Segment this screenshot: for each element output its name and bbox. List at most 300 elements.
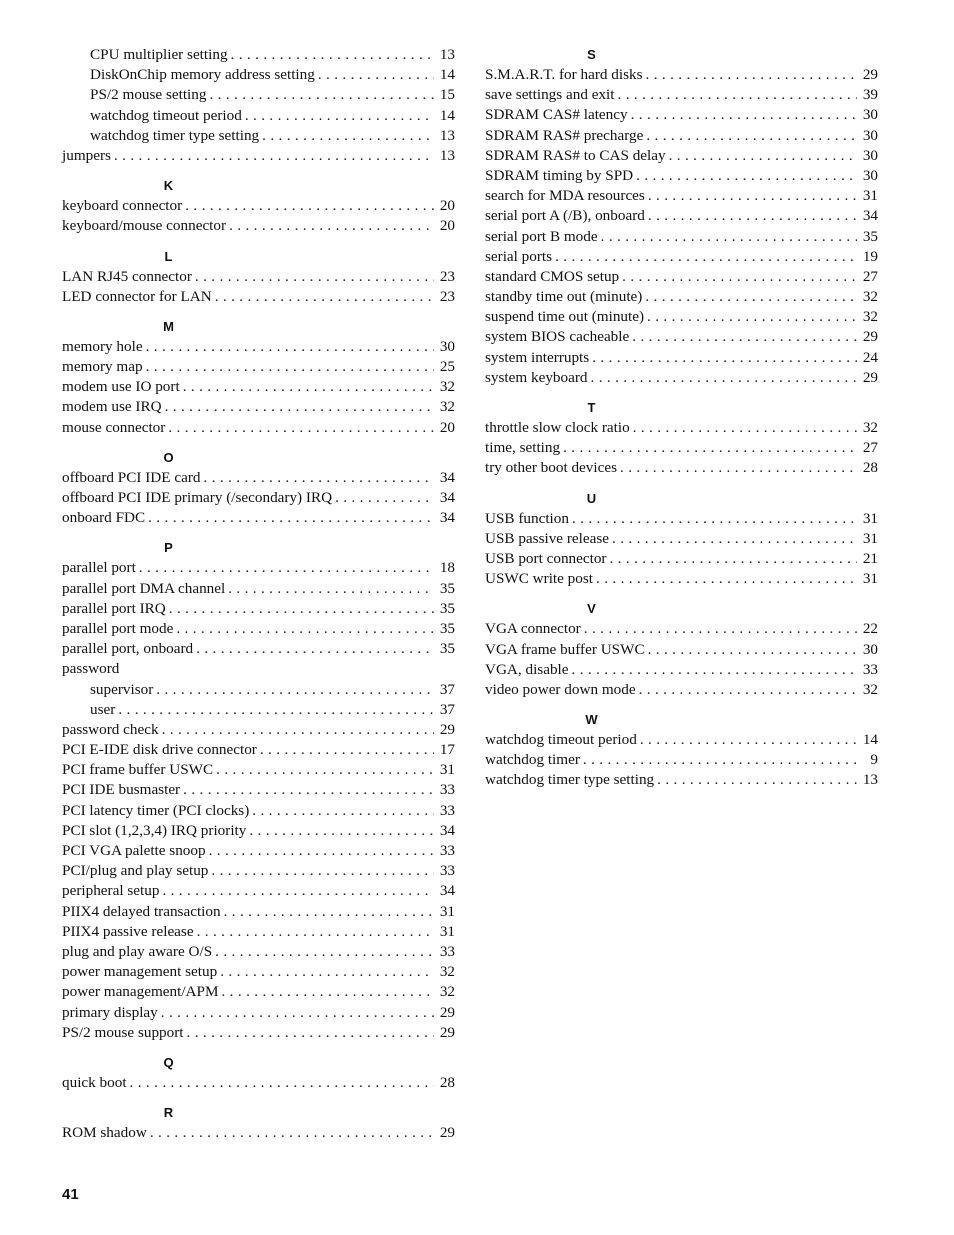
index-term: parallel port IRQ [62,599,166,617]
index-letter-heading: L [164,248,173,264]
index-entry [62,508,455,528]
index-entry [485,680,878,700]
index-term: S.M.A.R.T. for hard disks [485,66,643,83]
dot-leader [245,106,434,126]
dot-leader [612,529,857,549]
index-term: PCI slot (1,2,3,4) IRQ priority [62,821,247,839]
index-page-ref: 29 [439,1124,455,1142]
index-entry [485,660,878,680]
index-letter-heading: M [163,318,174,334]
index-letter-heading: P [164,540,173,556]
index-entry [485,307,878,327]
index-entry [62,1003,455,1023]
index-letter-heading: T [587,400,596,415]
index-term: time, setting [485,439,561,457]
index-page-ref: 32 [439,378,455,396]
index-page-ref: 29 [862,66,878,83]
index-entry [62,45,455,65]
dot-leader [572,660,857,680]
index-letter-heading: U [586,490,597,506]
dot-leader [162,881,433,901]
dot-leader [633,418,857,438]
index-term: VGA, disable [485,660,569,678]
index-term: CPU multiplier setting [90,46,228,63]
index-entry [485,126,878,146]
index-term: PCI VGA palette snoop [62,842,206,859]
index-term: watchdog timeout period [485,731,637,749]
dot-leader [620,458,857,478]
index-term: memory map [62,358,143,376]
index-page-ref: 24 [862,348,878,366]
index-page-ref: 30 [439,337,455,355]
dot-leader [220,962,434,982]
index-page-ref: 34 [439,882,455,900]
index-page-ref: 34 [439,509,455,527]
index-entry [485,65,878,85]
index-term: PCI E-IDE disk drive connector [62,741,257,759]
dot-leader [114,146,434,166]
dot-leader [646,65,857,85]
index-entry [62,599,455,619]
index-page-ref: 21 [862,549,878,567]
index-page-ref: 27 [862,439,878,457]
index-page-ref: 33 [439,942,455,960]
index-term: SDRAM RAS# precharge [485,126,644,144]
dot-leader [631,105,857,125]
index-entry [62,619,455,639]
index-page-ref: 31 [862,509,878,527]
index-page-ref: 29 [439,1003,455,1021]
index-term: DiskOnChip memory address setting [90,66,315,84]
index-page-ref: 17 [439,741,455,759]
index-page-ref: 34 [439,468,455,486]
index-page-ref: 32 [439,983,455,1001]
index-term: VGA connector [485,620,581,638]
index-entry [485,146,878,166]
index-term: memory hole [62,337,143,355]
dot-leader [636,166,857,186]
index-page-ref: 23 [439,267,455,285]
index-page-ref: 33 [439,842,455,859]
index-page-ref: 35 [862,227,878,245]
index-term: throttle slow clock ratio [485,419,630,436]
dot-leader [150,1123,434,1143]
index-entry [485,368,878,388]
index-entry [62,659,455,679]
index-term: user [90,700,116,718]
index-page-ref: 33 [439,862,455,880]
dot-leader [563,438,857,458]
index-term: serial port B mode [485,227,598,245]
index-page-ref: 31 [862,570,878,588]
dot-leader [169,599,434,619]
index-page-ref: 27 [862,267,878,285]
dot-leader [648,206,857,226]
index-entry [62,579,455,599]
index-page-ref: 13 [439,46,455,63]
dot-leader [187,1023,434,1043]
index-entry [62,1023,455,1043]
index-term: PS/2 mouse support [62,1023,184,1041]
index-page-ref: 32 [439,398,455,416]
index-term: PCI IDE busmaster [62,781,181,799]
index-page-ref: 20 [439,418,455,436]
index-page-ref: 33 [439,801,455,819]
index-entry [485,327,878,347]
index-term: USWC write post [485,570,593,588]
index-page-ref: 25 [439,358,455,376]
dot-leader [601,227,857,247]
index-term: SDRAM timing by SPD [485,166,634,184]
dot-leader [262,126,434,146]
index-entry [62,821,455,841]
dot-leader [640,730,857,750]
dot-leader [669,146,857,166]
index-page-ref: 29 [439,1023,455,1041]
index-page-ref: 30 [862,126,878,144]
index-term: password check [62,720,159,738]
dot-leader [215,287,434,307]
dot-leader [618,85,857,105]
index-entry [485,549,878,569]
index-entry [62,196,455,216]
dot-leader [130,1073,434,1093]
dot-leader [195,267,434,287]
index-term: jumpers [62,146,111,164]
index-page-ref: 28 [862,459,878,477]
index-term: plug and play aware O/S [62,942,213,960]
index-term: peripheral setup [62,882,160,900]
index-page-ref: 37 [439,680,455,698]
dot-leader [209,841,434,861]
dot-leader [221,982,433,1002]
index-term: watchdog timer [485,751,580,769]
dot-leader [249,821,433,841]
index-entry [62,801,455,821]
index-page-ref: 33 [862,660,878,678]
dot-leader [203,468,433,488]
index-page-ref: 33 [439,781,455,799]
index-page-ref: 13 [439,126,455,144]
dot-leader [648,640,857,660]
index-entry [485,105,878,125]
index-entry [62,881,455,901]
dot-leader [209,85,433,105]
index-term: watchdog timer type setting [485,771,655,789]
index-entry [485,247,878,267]
index-entry [62,1073,455,1093]
index-letter-heading: V [587,601,596,617]
dot-leader [639,680,857,700]
index-page-ref: 32 [862,288,878,306]
index-entry [62,267,455,287]
index-entry [62,216,455,236]
index-entry [485,619,878,639]
index-entry [62,377,455,397]
dot-leader [229,216,434,236]
index-entry [62,1123,455,1143]
dot-leader [139,558,434,578]
index-page-ref: 31 [862,187,878,205]
dot-leader [583,750,858,770]
dot-leader [183,377,434,397]
index-entry [62,106,455,126]
index-term: keyboard/mouse connector [62,217,227,235]
index-entry [62,841,455,861]
index-page-ref: 20 [439,217,455,235]
index-term: parallel port mode [62,619,174,637]
index-page-ref: 39 [862,86,878,104]
index-page-ref: 35 [439,599,455,617]
index-term: try other boot devices [485,459,618,477]
index-page-ref: 30 [862,146,878,164]
index-entry [62,65,455,85]
index-term: mouse connector [62,418,166,436]
index-entry [485,770,878,790]
index-entry [62,558,455,578]
index-page-ref: 28 [439,1073,455,1091]
index-page-ref: 32 [439,963,455,981]
index-page-ref: 29 [862,328,878,346]
dot-leader [211,861,433,881]
index-entry [62,287,455,307]
index-term: power management/APM [62,983,219,1001]
index-term: suspend time out (minute) [485,308,645,326]
index-page-ref: 34 [439,489,455,506]
index-column-left [62,45,455,1143]
index-page-ref: 35 [439,619,455,637]
index-term: PIIX4 passive release [62,922,194,940]
index-term: system keyboard [485,368,588,386]
index-term: SDRAM CAS# latency [485,106,628,124]
index-entry [485,458,878,478]
index-entry [485,750,878,770]
dot-leader [183,780,434,800]
index-page-ref: 29 [862,368,878,386]
index-entry [485,529,878,549]
index-term: power management setup [62,963,218,981]
index-letter-heading: Q [163,1054,174,1070]
index-page-ref: 35 [439,579,455,597]
index-page-ref: 14 [439,66,455,84]
index-page-ref: 18 [439,559,455,577]
index-page-ref: 31 [439,761,455,779]
index-entry [62,760,455,780]
index-page-ref: 19 [862,247,878,265]
dot-leader [176,619,433,639]
index-page-ref: 13 [862,771,878,789]
index-page-ref: 31 [439,902,455,920]
dot-leader [216,760,434,780]
index-entry [62,418,455,438]
index-page-ref: 30 [862,166,878,184]
index-term: save settings and exit [485,86,615,104]
dot-leader [657,770,857,790]
index-page-ref: 22 [862,620,878,638]
index-entry [62,85,455,105]
index-entry [485,438,878,458]
index-term: serial ports [485,247,553,265]
dot-leader [146,357,434,377]
index-entry [62,962,455,982]
index-entry [62,720,455,740]
dot-leader [555,247,857,267]
index-term: onboard FDC [62,509,146,527]
index-entry [62,922,455,942]
index-entry [62,982,455,1002]
index-term: modem use IO port [62,378,180,396]
index-entry [62,902,455,922]
index-term: PCI latency timer (PCI clocks) [62,801,250,819]
index-term: system interrupts [485,348,590,366]
dot-leader [185,196,434,216]
index-term: video power down mode [485,680,636,698]
index-page-ref: 31 [862,529,878,547]
index-term: system BIOS cacheable [485,328,630,346]
index-term: USB function [485,509,569,527]
index-term: standard CMOS setup [485,267,620,285]
index-term: parallel port, onboard [62,640,194,658]
index-entry [485,85,878,105]
index-term: USB port connector [485,549,607,567]
index-page-ref: 34 [862,207,878,225]
index-entry [485,166,878,186]
page-number: 41 [62,1186,79,1203]
dot-leader [156,680,434,700]
dot-leader [622,267,857,287]
index-term: search for MDA resources [485,187,645,205]
index-entry [62,680,455,700]
index-page-ref: 29 [439,720,455,738]
index-letter-heading: K [163,178,174,194]
index-entry [62,740,455,760]
dot-leader [196,639,434,659]
index-page-ref: 35 [439,640,455,658]
index-term: PIIX4 delayed transaction [62,902,221,920]
index-entry [485,640,878,660]
index-page-ref: 31 [439,922,455,940]
dot-leader [647,307,857,327]
dot-leader [146,337,434,357]
dot-leader [584,619,857,639]
index-entry [485,267,878,287]
index-page-ref: 15 [439,86,455,104]
dot-leader [224,902,434,922]
index-term: ROM shadow [62,1124,147,1142]
index-letter-heading: S [587,47,596,62]
index-page-ref: 37 [439,700,455,718]
index-page-ref: 14 [862,731,878,749]
index-page-ref: 20 [439,197,455,215]
index-term: VGA frame buffer USWC [485,640,645,658]
index-entry [62,337,455,357]
index-term: standby time out (minute) [485,288,643,306]
index-entry [62,700,455,720]
index-term: password [62,660,120,678]
dot-leader [318,65,434,85]
index-entry [62,488,455,508]
index-term: SDRAM RAS# to CAS delay [485,146,666,164]
index-letter-heading: O [163,449,174,465]
index-term: parallel port DMA channel [62,579,226,597]
index-entry [485,227,878,247]
dot-leader [228,579,434,599]
index-term: LAN RJ45 connector [62,267,192,285]
dot-leader [572,509,857,529]
index-letter-heading: R [163,1105,174,1121]
index-term: serial port A (/B), onboard [485,207,645,225]
index-entry [485,287,878,307]
index-term: LED connector for LAN [62,287,212,305]
index-entry [62,126,455,146]
index-term: modem use IRQ [62,398,162,416]
index-entry [62,357,455,377]
dot-leader [118,700,434,720]
index-page-ref: 30 [862,106,878,124]
index-term: offboard PCI IDE primary (/secondary) IRQ [62,489,333,506]
index-page-ref: 23 [439,287,455,305]
index-entry [62,942,455,962]
index-entry [62,468,455,488]
index-term: parallel port [62,559,136,577]
index-term: quick boot [62,1073,127,1091]
index-page-ref: 9 [870,751,878,769]
index-entry [62,780,455,800]
index-term: PCI frame buffer USWC [62,761,214,779]
index-term: PCI/plug and play setup [62,862,209,880]
index-entry [485,730,878,750]
index-entry [62,639,455,659]
index-entry [485,348,878,368]
dot-leader [648,186,857,206]
index-page-ref: 32 [862,419,878,436]
dot-leader [197,922,434,942]
index-page-ref: 14 [439,106,455,124]
index-term: supervisor [90,680,154,698]
index-entry [485,569,878,589]
index-entry [485,509,878,529]
dot-leader [161,1003,434,1023]
dot-leader [646,126,856,146]
dot-leader [609,549,856,569]
index-letter-heading: W [585,712,598,728]
index-term: primary display [62,1003,158,1021]
dot-leader [165,397,434,417]
dot-leader [252,801,434,821]
index-term: PS/2 mouse setting [90,86,207,104]
index-term: USB passive release [485,529,609,547]
index-page-ref: 34 [439,821,455,839]
dot-leader [592,348,857,368]
index-term: watchdog timer type setting [90,126,260,144]
index-entry [62,861,455,881]
dot-leader [148,508,434,528]
dot-leader [260,740,434,760]
index-term: offboard PCI IDE card [62,468,201,486]
dot-leader [168,418,433,438]
index-column-right [485,45,878,791]
index-term: keyboard connector [62,197,183,215]
dot-leader [591,368,857,388]
dot-leader [632,327,857,347]
dot-leader [231,45,434,65]
dot-leader [645,287,856,307]
index-page-ref: 13 [439,146,455,164]
dot-leader [596,569,857,589]
dot-leader [335,488,434,508]
dot-leader [162,720,434,740]
index-entry [485,418,878,438]
